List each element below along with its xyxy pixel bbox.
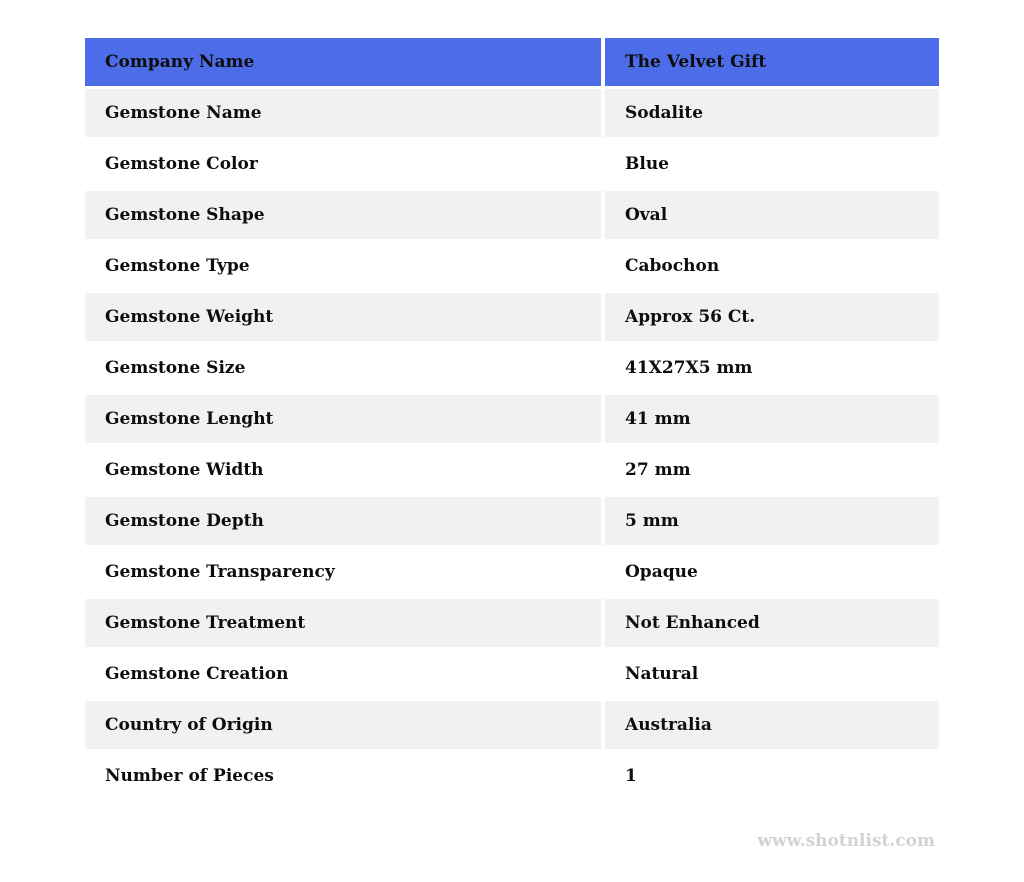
row-value-cell: 41X27X5 mm	[605, 344, 939, 392]
row-value-cell: Opaque	[605, 548, 939, 596]
header-value-cell: The Velvet Gift	[605, 38, 939, 86]
gemstone-spec-table	[85, 38, 939, 800]
row-label-cell: Gemstone Size	[85, 344, 601, 392]
row-label-cell: Gemstone Width	[85, 446, 601, 494]
row-value-cell: Blue	[605, 140, 939, 188]
row-value-cell: 27 mm	[605, 446, 939, 494]
row-value-cell: Natural	[605, 650, 939, 698]
row-value-cell: Cabochon	[605, 242, 939, 290]
row-label-cell: Gemstone Lenght	[85, 395, 601, 443]
row-label-cell: Gemstone Shape	[85, 191, 601, 239]
row-value-cell: 5 mm	[605, 497, 939, 545]
row-value-cell: 1	[605, 752, 939, 800]
header-label-cell: Company Name	[85, 38, 601, 86]
row-value-cell: Australia	[605, 701, 939, 749]
row-label-cell: Number of Pieces	[85, 752, 601, 800]
row-value-cell: Approx 56 Ct.	[605, 293, 939, 341]
row-label-cell: Gemstone Transparency	[85, 548, 601, 596]
row-label-cell: Gemstone Type	[85, 242, 601, 290]
row-label-cell: Gemstone Weight	[85, 293, 601, 341]
row-label-cell: Country of Origin	[85, 701, 601, 749]
row-label-cell: Gemstone Creation	[85, 650, 601, 698]
row-label-cell: Gemstone Color	[85, 140, 601, 188]
row-label-cell: Gemstone Treatment	[85, 599, 601, 647]
row-label-cell: Gemstone Depth	[85, 497, 601, 545]
row-value-cell: Not Enhanced	[605, 599, 939, 647]
row-label-cell: Gemstone Name	[85, 89, 601, 137]
row-value-cell: Sodalite	[605, 89, 939, 137]
row-value-cell: 41 mm	[605, 395, 939, 443]
watermark-text: www.shotnlist.com	[757, 831, 935, 851]
row-value-cell: Oval	[605, 191, 939, 239]
